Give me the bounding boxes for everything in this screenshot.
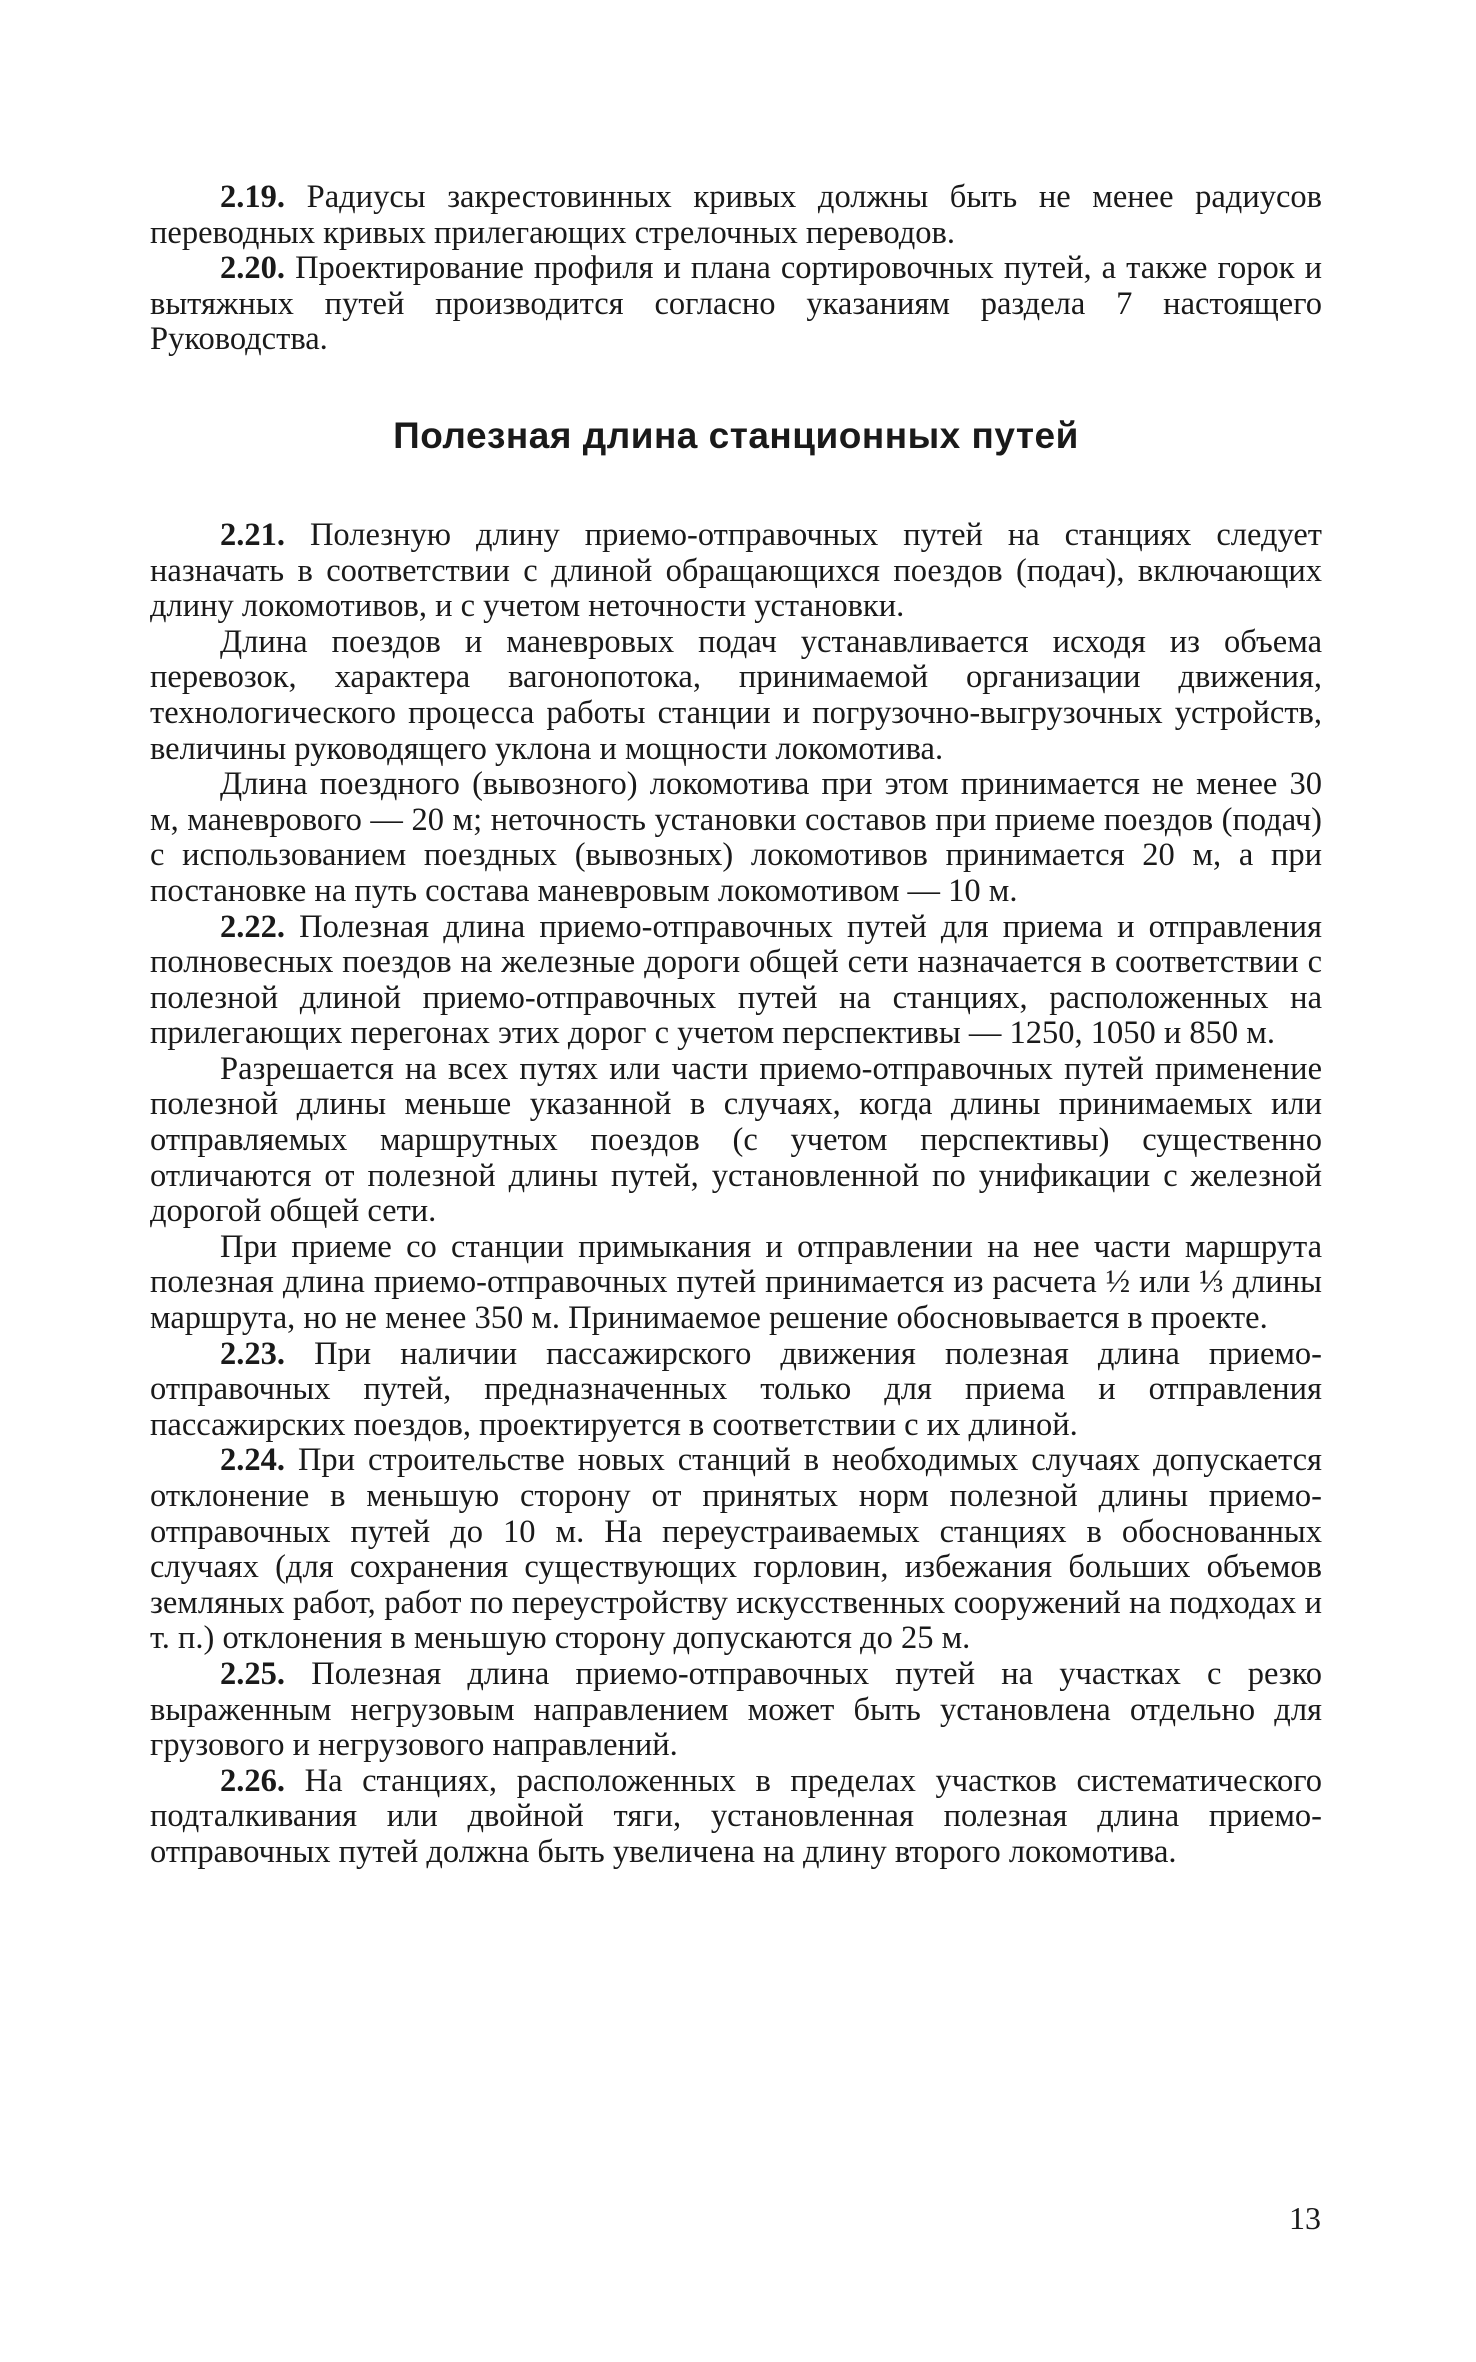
clause-text: Длина поездного (вывозного) локомотива при этом принимается не менее 30 м, маневрового — 20 м; неточность установки составов при приеме поездов (подач) с использованием поездных (вывозных) локомотивов принимается 20 м, а при постановке на путь состава маневровым локомотивом — 10 м.	[150, 766, 1322, 909]
paragraph-junction	[150, 1230, 1322, 1337]
clause-number: 2.20.	[220, 250, 285, 287]
clause-text: Разрешается на всех путях или части приемо-отправочных путей применение полезной длины меньше указанной в случаях, когда длины принимаемых или отправляемых маршрутных поездов (с учетом перспективы) существенно отличаются от полезной длины путей, установленной по унификации с железной дорогой общей сети.	[150, 1050, 1322, 1230]
paragraph-2-25	[150, 1657, 1322, 1764]
clause-number: 2.21.	[220, 516, 285, 553]
document-page	[150, 180, 1322, 1871]
paragraph-2-24	[150, 1443, 1322, 1657]
paragraph-permission	[150, 1052, 1322, 1230]
clause-text: При строительстве новых станций в необходимых случаях допускается отклонение в меньшую сторону от принятых норм полезной длины приемо-отправочных путей до 10 м. На переустраиваемых станциях в обоснованных случаях (для сохранения существующих горловин, избежания больших объемов земляных работ, работ по переустройству искусственных сооружений на подходах и т. п.) отклонения в меньшую сторону допускаются до 25 м.	[150, 1442, 1322, 1657]
clause-text: Длина поездов и маневровых подач устанавливается исходя из объема перевозок, характера вагонопотока, принимаемой организации движения, технологического процесса работы станции и погрузочно-выгрузочных устройств, величины руководящего уклона и мощности локомотива.	[150, 623, 1322, 767]
paragraph-2-23	[150, 1337, 1322, 1444]
paragraph-2-21	[150, 518, 1322, 625]
clause-number: 2.23.	[220, 1335, 285, 1372]
section-title: Полезная длина станционных путей	[393, 414, 1079, 456]
paragraph-train-length	[150, 625, 1322, 767]
clause-text: Радиусы закрестовинных кривых должны быть не менее радиусов переводных кривых прилегающих стрелочных переводов.	[150, 179, 1323, 251]
clause-text: При приеме со станции примыкания и отправлении на нее части маршрута полезная длина приемо-отправочных путей принимается из расчета ½ или ⅓ длины маршрута, но не менее 350 м. Принимаемое решение обосновывается в проекте.	[150, 1228, 1322, 1337]
clause-text: На станциях, расположенных в пределах участков систематического подталкивания или двойной тяги, установленная полезная длина приемо-отправочных путей должна быть увеличена на длину второго локомотива.	[150, 1762, 1322, 1870]
paragraph-2-22	[150, 910, 1322, 1052]
paragraph-2-20	[150, 251, 1322, 358]
clause-text: Проектирование профиля и плана сортировочных путей, а также горок и вытяжных путей производится согласно указаниям раздела 7 настоящего Руководства.	[150, 250, 1322, 358]
paragraph-2-26	[150, 1764, 1322, 1871]
clause-number: 2.26.	[220, 1762, 285, 1799]
page-number: 13	[1289, 2200, 1321, 2236]
clause-number: 2.22.	[220, 908, 285, 945]
clause-text: Полезная длина приемо-отправочных путей для приема и отправления полновесных поездов на железные дороги общей сети назначается в соответствии с полезной длиной приемо-отправочных путей на станциях, расположенных на прилегающих перегонах этих дорог с учетом перспективы — 1250, 1050 и 850 м.	[150, 908, 1323, 1052]
clause-text: Полезную длину приемо-отправочных путей на станциях следует назначать в соответствии с длиной обращающихся поездов (подач), включающих длину локомотивов, и с учетом неточности установки.	[150, 516, 1322, 625]
clause-number: 2.19.	[220, 179, 285, 215]
clause-text: При наличии пассажирского движения полезная длина приемо-отправочных путей, предназначенных только для приема и отправления пассажирских поездов, проектируется в соответствии с их длиной.	[150, 1335, 1323, 1443]
clause-number: 2.24.	[220, 1442, 285, 1479]
paragraph-locomotive-length	[150, 767, 1322, 909]
paragraph-2-19	[150, 180, 1322, 251]
clause-text: Полезная длина приемо-отправочных путей на участках с резко выраженным негрузовым направлением может быть установлена отдельно для грузового и негрузового направлений.	[150, 1655, 1322, 1764]
clause-number: 2.25.	[220, 1655, 285, 1692]
